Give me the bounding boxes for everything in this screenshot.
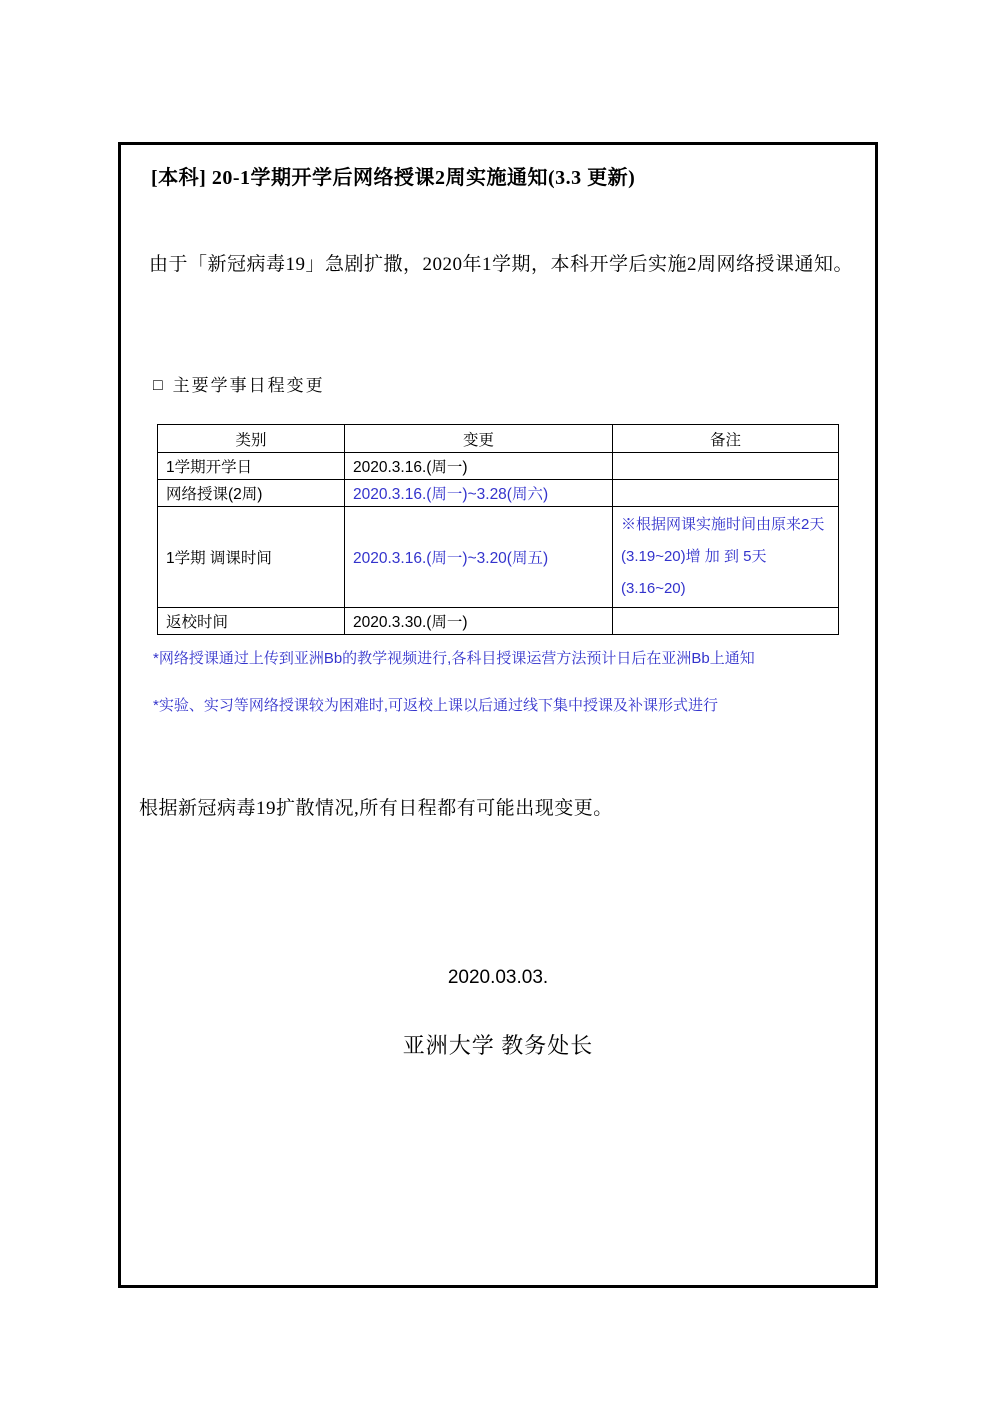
disclaimer-paragraph: 根据新冠病毒19扩散情况,所有日程都有可能出现变更。	[139, 798, 613, 819]
page-title: [本科] 20-1学期开学后网络授课2周实施通知(3.3 更新)	[151, 167, 636, 189]
schedule-table	[157, 424, 839, 635]
document-date: 2020.03.03.	[447, 967, 549, 988]
section-heading	[153, 371, 325, 396]
cell-category: 网络授课(2周)	[158, 480, 345, 507]
table-row	[158, 507, 839, 608]
table-row	[158, 453, 839, 480]
table-header-row	[158, 425, 839, 453]
column-header-remark: 备注	[613, 425, 839, 453]
cell-change: 2020.3.30.(周一)	[345, 608, 613, 635]
cell-change: 2020.3.16.(周一)~3.28(周六)	[345, 480, 613, 507]
cell-category: 返校时间	[158, 608, 345, 635]
table-row	[158, 480, 839, 507]
cell-remark	[613, 480, 839, 507]
cell-change: 2020.3.16.(周一)~3.20(周五)	[345, 507, 613, 608]
footnote-online-class-method: *网络授课通过上传到亚洲Bb的教学视频进行,各科目授课运营方法预计日后在亚洲Bb上通知	[153, 650, 755, 667]
column-header-category: 类别	[158, 425, 345, 453]
empty-checkbox-icon: □	[153, 377, 165, 394]
section-heading-label: 主要学事日程变更	[172, 376, 325, 395]
cell-category: 1学期开学日	[158, 453, 345, 480]
cell-remark	[613, 608, 839, 635]
document-frame	[118, 142, 878, 1288]
cell-category: 1学期 调课时间	[158, 507, 345, 608]
cell-change: 2020.3.16.(周一)	[345, 453, 613, 480]
table-row	[158, 608, 839, 635]
signature-line: 亚洲大学 教务处长	[402, 1033, 594, 1058]
column-header-change: 变更	[345, 425, 613, 453]
intro-paragraph: 由于「新冠病毒19」急剧扩撒，2020年1学期，本科开学后实施2周网络授课通知。	[149, 254, 854, 275]
cell-remark: ※根据网课实施时间由原来2天(3.19~20)增 加 到 5天(3.16~20)	[613, 507, 839, 608]
footnote-lab-makeup-classes: *实验、实习等网络授课较为困难时,可返校上课以后通过线下集中授课及补课形式进行	[153, 697, 719, 714]
cell-remark	[613, 453, 839, 480]
